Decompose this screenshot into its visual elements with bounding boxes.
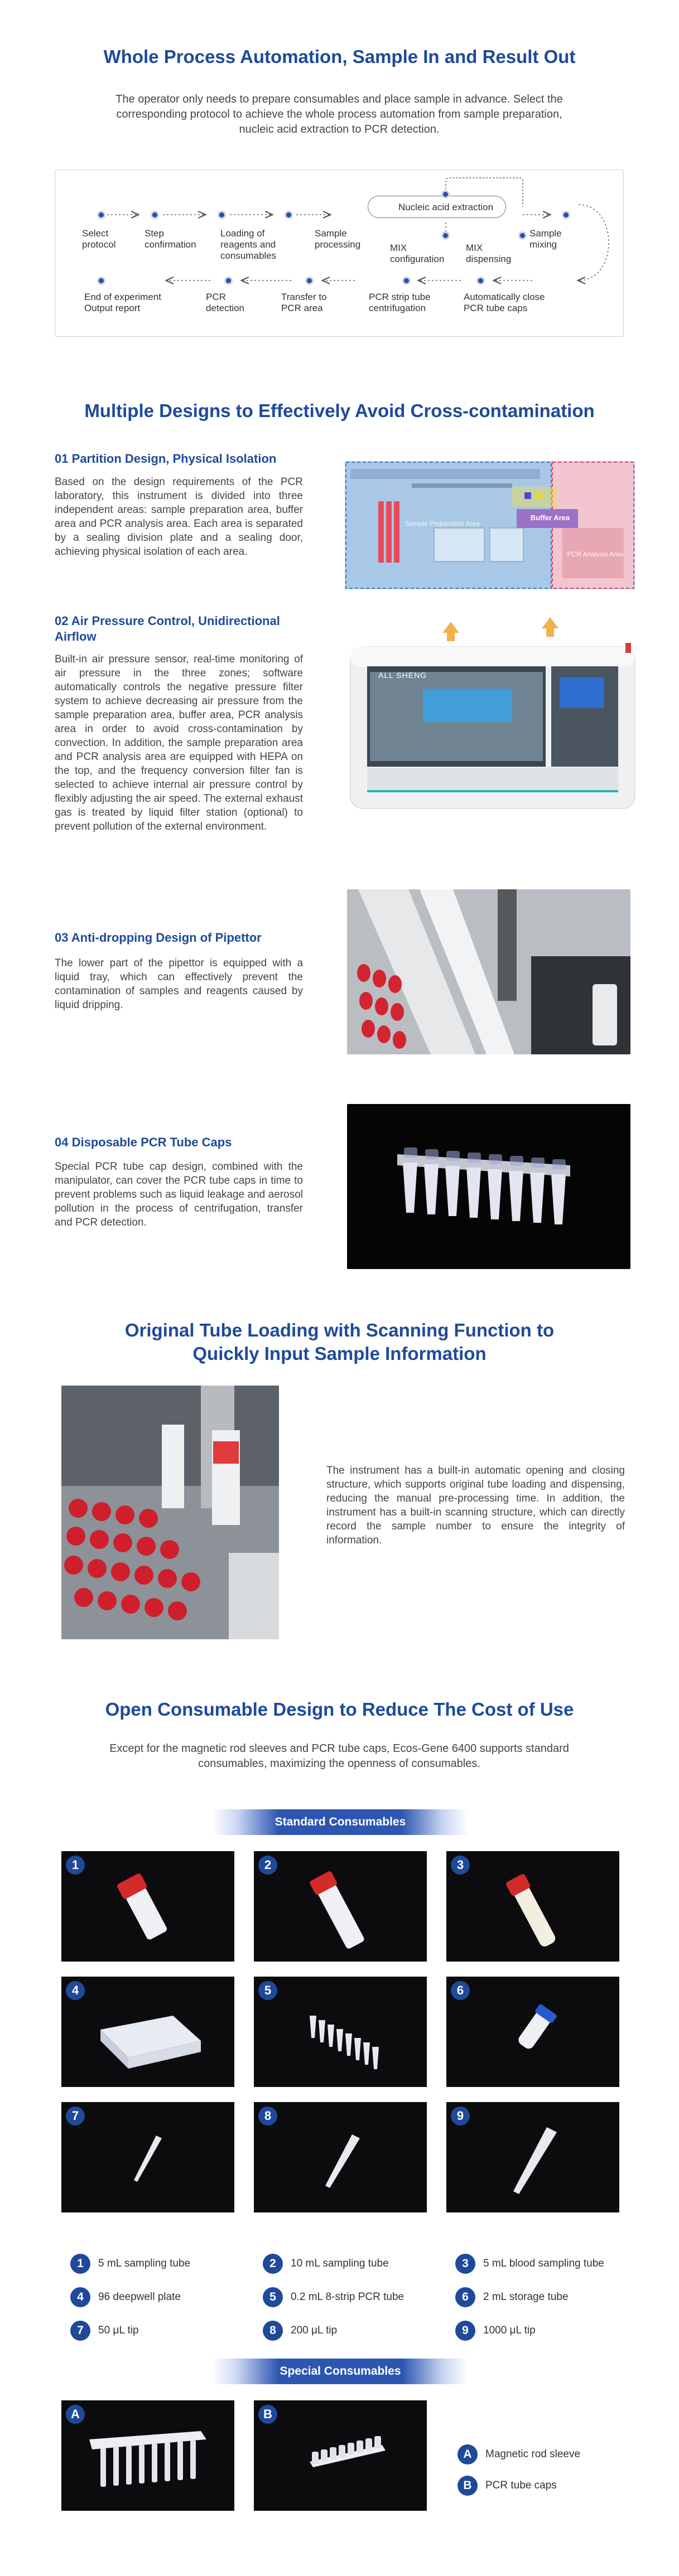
feature-01-text: Based on the design requirements of the PCR laboratory, this instrument is divided into three independent areas: sample preparation area, buffer area and PCR analysis area. Each area is separated by a sealing division plate and a sealing door, achieving physical isolation of each area. [55,476,303,558]
sampling-tube-5ml-drawing [61,1851,234,1962]
tube-loading-drawing [61,1386,279,1639]
tip-1000ul-drawing [446,2102,619,2212]
legend-label: 0.2 mL 8-strip PCR tube [291,2291,404,2303]
legend-number-badge: 2 [263,2254,283,2274]
instrument-brand: ALL SHENG [378,671,427,680]
pcr-tube-caps-tile [254,2400,427,2511]
consumable-number-badge: A [66,2405,85,2424]
legend-label: PCR tube caps [485,2480,557,2491]
legend-number-badge: 7 [70,2321,90,2341]
feature-04-title: 04 Disposable PCR Tube Caps [55,1135,232,1149]
legend-label: 2 mL storage tube [483,2291,569,2303]
sampling-tube-10ml-drawing [254,1851,427,1962]
flow-label-sample-processing: Sample processing [315,228,361,250]
legend-label: 200 μL tip [291,2325,338,2336]
legend-number-badge: 8 [263,2321,283,2341]
pcr-strip-tube-drawing [254,1977,427,2087]
flow-label-loading: Loading of reagents and consumables [220,228,277,261]
instrument-image [345,616,641,828]
partition-diagram-image [345,461,635,589]
special-consumables-banner: Special Consumables [212,2359,469,2384]
storage-tube-tile [446,1977,619,2087]
flow-label-pcr-strip-centrifugation: PCR strip tube centrifugation [369,292,431,313]
legend-number-badge: B [458,2476,478,2496]
magnetic-rod-sleeve-drawing [61,2400,234,2511]
flow-label-output-report: Output report [84,303,141,313]
partition-label-buffer: Buffer Area [530,514,570,522]
tip-50ul-drawing [61,2102,234,2212]
flow-node-sample-processing [285,211,293,219]
legend-label: 50 μL tip [98,2325,139,2336]
flow-label-mix-configuration: MIX configuration [390,243,445,264]
flow-node-pcr-detection [224,277,233,285]
pcr-tube-caps-drawing [254,2400,427,2511]
feature-04-text: Special PCR tube cap design, combined with the manipulator, can cover the PCR tube caps in time to prevent problems such as liquid leakage and aerosol pollution in the process of centrifugation, transfer and PCR detection. [55,1161,303,1228]
section3-title-line1: Original Tube Loading with Scanning Function to [124,1320,555,1340]
flow-label-mix-dispensing: MIX dispensing [466,243,512,264]
legend-number-badge: 6 [455,2287,475,2307]
flow-node-sample-mixing [562,211,570,219]
legend-number-badge: 1 [70,2254,90,2274]
legend-number-badge: A [458,2444,478,2464]
legend-label: 5 mL blood sampling tube [483,2258,604,2269]
legend-label: Magnetic rod sleeve [485,2448,581,2460]
flow-label-auto-close-caps: Automatically close PCR tube caps [464,292,545,313]
section1-title: Whole Process Automation, Sample In and Result Out [103,46,576,67]
legend-label: 96 deepwell plate [98,2291,181,2303]
pcr-caps-drawing [347,1104,630,1269]
magnetic-rod-sleeve-tile [61,2400,234,2511]
instrument-drawing [345,616,641,828]
original-tube-loading-image [61,1386,279,1639]
sampling-tube-5ml-tile [61,1851,234,1962]
consumable-number-badge: 5 [258,1981,277,2000]
flow-node-loading [218,211,226,219]
storage-tube-drawing [446,1977,619,2087]
standard-consumables-banner: Standard Consumables [212,1809,469,1835]
feature-03-text: The lower part of the pipettor is equipped with a liquid tray, which can effectively prevent the contamination of samples and reagents caused by liquid dripping. [55,957,303,1011]
consumable-number-badge: 9 [451,2107,470,2125]
flow-node-mix-configuration [441,231,450,240]
consumable-number-badge: 4 [66,1981,85,2000]
flow-label-end-of-experiment: End of experiment [84,292,161,302]
consumable-number-badge: B [258,2405,277,2424]
legend-label: 10 mL sampling tube [291,2258,389,2269]
deepwell-plate-drawing [61,1977,234,2087]
tip-200ul-tile [254,2102,427,2212]
legend-number-badge: 9 [455,2321,475,2341]
pipettor-drawing [347,889,630,1054]
consumable-number-badge: 8 [258,2107,277,2125]
consumable-number-badge: 3 [451,1856,470,1875]
legend-label: 5 mL sampling tube [98,2258,191,2269]
section2-title: Multiple Designs to Effectively Avoid Cross-contamination [84,400,595,421]
section4-title: Open Consumable Design to Reduce The Cost of Use [105,1699,574,1720]
feature-03-title: 03 Anti-dropping Design of Pipettor [55,931,262,945]
section3-title-line2: Quickly Input Sample Information [192,1343,487,1364]
deepwell-plate-tile [61,1977,234,2087]
flow-node-step-confirmation [151,211,159,219]
pcr-tube-caps-image [347,1104,630,1269]
consumable-number-badge: 1 [66,1856,85,1875]
section1-intro: The operator only needs to prepare consumables and place sample in advance. Select the corresponding protocol to achieve the whole process automation from sample preparation, nucleic acid extraction to PCR detection. [115,93,563,135]
flow-label-pcr-detection: PCR detection [206,292,244,313]
flow-node-mix-dispensing [518,231,527,240]
process-flow-diagram [55,170,624,337]
flow-label-sample-mixing: Sample mixing [529,228,562,250]
legend-number-badge: 5 [263,2287,283,2307]
sampling-tube-10ml-tile [254,1851,427,1962]
section4-intro: Except for the magnetic rod sleeves and PCR tube caps, Ecos-Gene 6400 supports standard consumables, maximizing the openness of consumables. [109,1742,569,1770]
flow-node-nucleic-acid-extraction [441,190,450,198]
consumable-number-badge: 7 [66,2107,85,2125]
pipettor-image [347,889,630,1054]
legend-number-badge: 4 [70,2287,90,2307]
feature-02-title: 02 Air Pressure Control, Unidirectional Airflow [55,614,280,643]
feature-01-title: 01 Partition Design, Physical Isolation [55,452,277,466]
legend-number-badge: 3 [455,2254,475,2274]
tip-1000ul-tile [446,2102,619,2212]
partition-label-pcr: PCR Analysis Area [567,550,624,558]
consumable-number-badge: 6 [451,1981,470,2000]
consumable-number-badge: 2 [258,1856,277,1875]
pcr-strip-tube-tile [254,1977,427,2087]
flow-node-select-protocol [97,211,105,219]
legend-label: 1000 μL tip [483,2325,536,2336]
tip-200ul-drawing [254,2102,427,2212]
flow-label-nucleic-acid-extraction: Nucleic acid extraction [398,202,494,212]
feature-02-text: Built-in air pressure sensor, real-time monitoring of air pressure in the three zones; software automatically controls the negative pressure filter system to achieve decreasing air pressure from the sample preparation area, buffer area, PCR analysis area in order to avoid cross-contamination by convection. In addition, the sample preparation area and PCR analysis area are equipped with HEPA on the top, and the frequency conversion filter fan is selected to achieve internal air pressure control by flexibly adjusting the air speed. The external exhaust gas is treated by liquid filter station (optional) to prevent pollution of the external environment. [55,653,303,832]
tip-50ul-tile [61,2102,234,2212]
section3-text: The instrument has a built-in automatic opening and closing structure, which supports original tube loading and dispensing, reducing the manual pre-processing time. In addition, the instrument has a built-in scanning structure, which can directly record the sample number to ensure the integrity of information. [326,1465,625,1546]
flow-label-select-protocol: Select protocol [82,228,116,250]
flow-label-step-confirmation: Step confirmation [145,228,196,250]
flow-node-end-of-experiment [97,277,105,285]
blood-sampling-tube-tile [446,1851,619,1962]
flow-node-auto-close-caps [476,277,485,285]
flow-node-transfer-to-pcr [305,277,314,285]
partition-label-sample-prep: Sample Preparation Area [404,520,480,527]
flow-label-transfer-to-pcr: Transfer to PCR area [281,292,327,313]
flow-node-pcr-strip-centrifugation [402,277,411,285]
blood-sampling-tube-drawing [446,1851,619,1962]
